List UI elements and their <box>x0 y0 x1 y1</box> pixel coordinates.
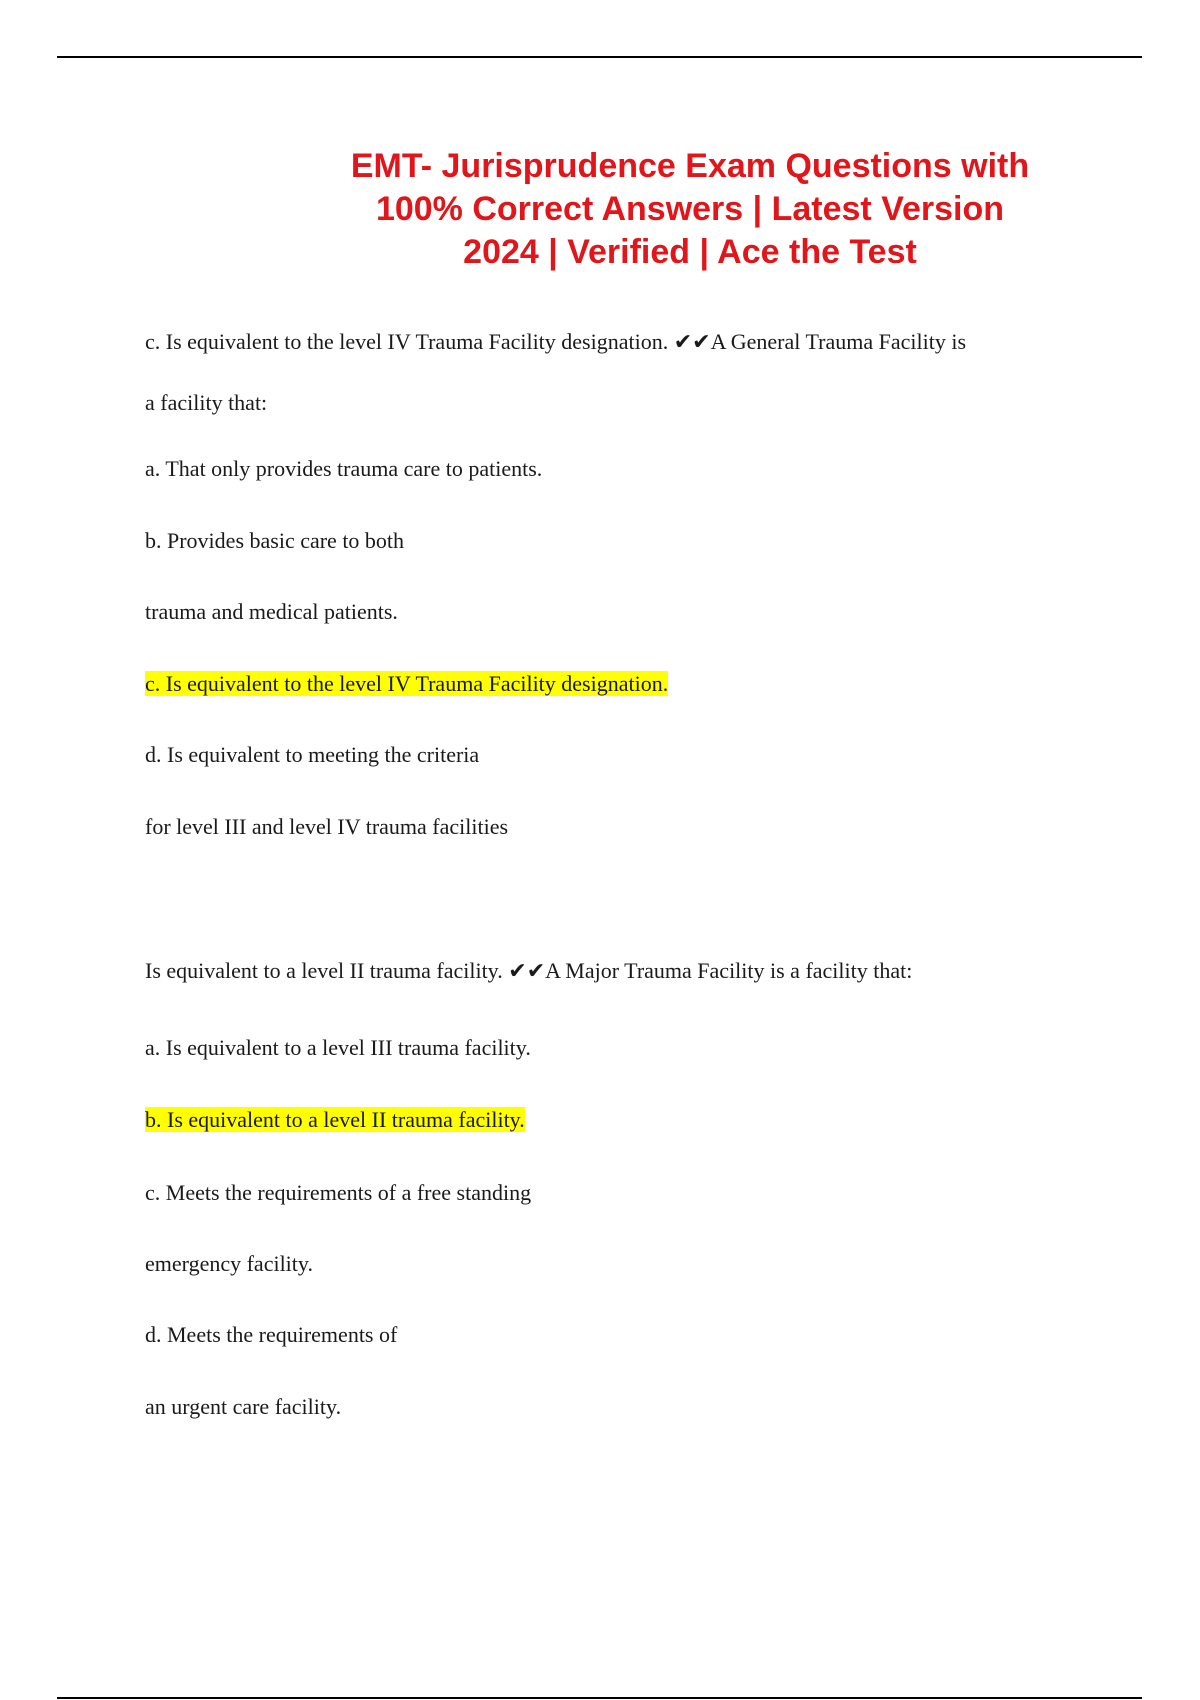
question1-option-d-line1: d. Is equivalent to meeting the criteria <box>145 742 480 767</box>
title-line-3: 2024 | Verified | Ace the Test <box>463 233 917 271</box>
question1-option-c-answer <box>145 670 668 698</box>
question2-option-a: a. Is equivalent to a level III trauma facility. <box>145 1035 531 1060</box>
title-line-2: 100% Correct Answers | Latest Version <box>375 190 1005 228</box>
question1-option-d-line2: for level III and level IV trauma facilities <box>145 814 509 839</box>
question1-option-b-line1: b. Provides basic care to both <box>145 528 405 553</box>
question2-option-c-line1: c. Meets the requirements of a free standing <box>145 1180 532 1205</box>
question2-lead: Is equivalent to a level II trauma facility. ✔✔A Major Trauma Facility is a facility that: <box>145 958 913 983</box>
title-line-1: EMT- Jurisprudence Exam Questions with <box>350 147 1030 185</box>
answer-highlight: b. Is equivalent to a level II trauma facility. <box>145 1107 525 1132</box>
question2-option-b-answer <box>145 1106 525 1134</box>
answer-highlight: c. Is equivalent to the level IV Trauma Facility designation. <box>145 671 669 696</box>
question1-option-a: a. That only provides trauma care to patients. <box>145 456 543 481</box>
bottom-rule <box>57 1697 1142 1699</box>
question2-option-d-line1: d. Meets the requirements of <box>145 1322 398 1347</box>
question2-option-d-line2: an urgent care facility. <box>145 1394 342 1419</box>
question1-lead-cont: a facility that: <box>145 390 268 415</box>
question1-option-b-line2: trauma and medical patients. <box>145 599 398 624</box>
question1-lead: c. Is equivalent to the level IV Trauma Facility designation. ✔✔A General Trauma Facility is <box>145 329 967 354</box>
question2-option-c-line2: emergency facility. <box>145 1251 313 1276</box>
